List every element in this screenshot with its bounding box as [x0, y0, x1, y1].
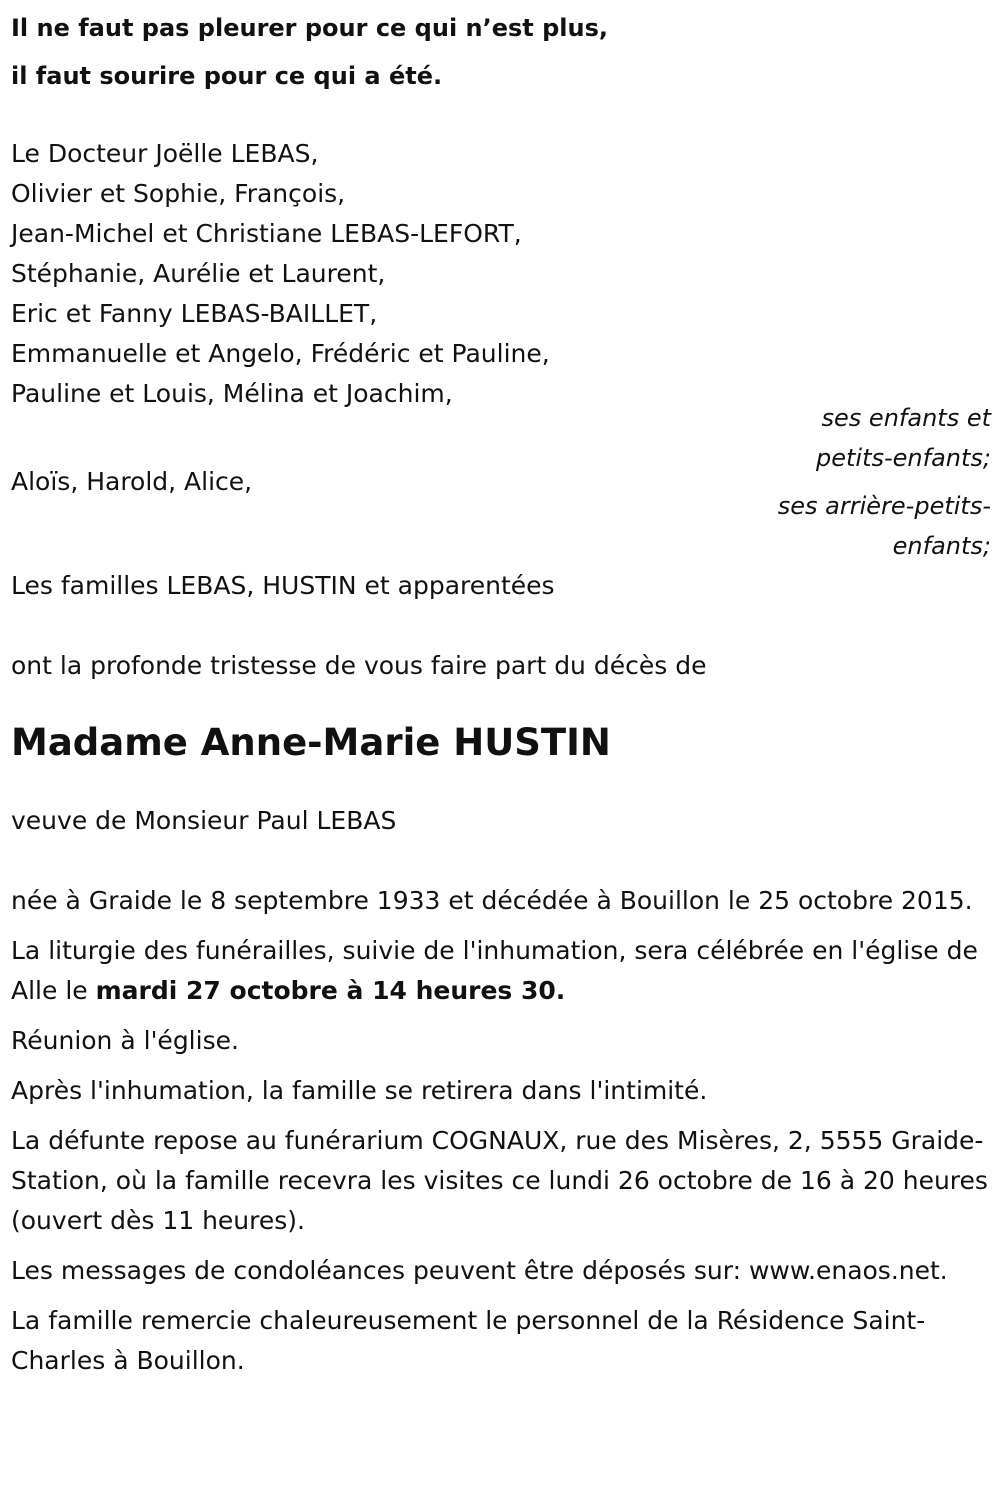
- liturgy-text: La liturgie des funérailles, suivie de l'inhumation, sera célébrée en l'église de Alle le: [11, 936, 978, 1005]
- children-label-line: petits-enfants;: [816, 444, 991, 472]
- announcement: ont la profonde tristesse de vous faire part du décès de: [11, 651, 707, 680]
- widow-of: veuve de Monsieur Paul LEBAS: [11, 806, 397, 835]
- family-name-line: Pauline et Louis, Mélina et Joachim,: [11, 379, 453, 408]
- quote-line-1: Il ne faut pas pleurer pour ce qui n’est plus,: [11, 14, 609, 42]
- after-burial: Après l'inhumation, la famille se retirera dans l'intimité.: [11, 1076, 708, 1105]
- family-name-line: Jean-Michel et Christiane LEBAS-LEFORT,: [11, 219, 522, 248]
- great-label-line: ses arrière-petits-: [777, 492, 991, 520]
- opening-quote: [11, 4, 991, 100]
- birth-death: née à Graide le 8 septembre 1933 et décédée à Bouillon le 25 octobre 2015.: [11, 886, 973, 915]
- liturgy: [11, 931, 991, 1011]
- obituary-page: [11, 0, 991, 1381]
- thanks: La famille remercie chaleureusement le personnel de la Résidence Saint-Charles à Bouillon.: [11, 1306, 926, 1375]
- family-name-line: Emmanuelle et Angelo, Frédéric et Pauline,: [11, 339, 550, 368]
- family-name-line: Eric et Fanny LEBAS-BAILLET,: [11, 299, 378, 328]
- meeting: Réunion à l'église.: [11, 1026, 239, 1055]
- quote-line-2: il faut sourire pour ce qui a été.: [11, 62, 443, 90]
- great-grandchildren: Aloïs, Harold, Alice,: [11, 467, 253, 496]
- great-label-line: enfants;: [892, 532, 991, 560]
- condolences: Les messages de condoléances peuvent être déposés sur: www.enaos.net.: [11, 1256, 948, 1285]
- deceased-name: Madame Anne-Marie HUSTIN: [11, 721, 611, 764]
- families-line: Les familles LEBAS, HUSTIN et apparentées: [11, 571, 555, 600]
- liturgy-date: mardi 27 octobre à 14 heures 30.: [95, 976, 566, 1005]
- funeral-home: La défunte repose au funérarium COGNAUX, rue des Misères, 2, 5555 Graide-Station, où la famille recevra les visites ce lundi 26 octobre de 16 à 20 heures (ouvert dès 11 heures).: [11, 1126, 988, 1235]
- family-name-line: Le Docteur Joëlle LEBAS,: [11, 139, 319, 168]
- family-name-line: Olivier et Sophie, François,: [11, 179, 346, 208]
- family-block: [11, 134, 991, 414]
- children-label-line: ses enfants et: [821, 404, 991, 432]
- family-name-line: Stéphanie, Aurélie et Laurent,: [11, 259, 386, 288]
